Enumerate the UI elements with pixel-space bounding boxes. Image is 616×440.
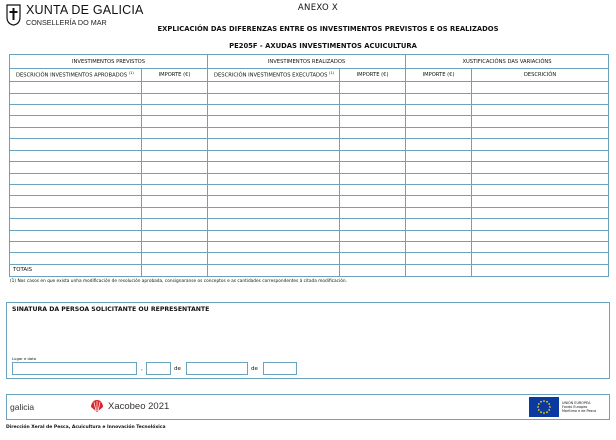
eu-line: Marítimo e de Pesca [562, 409, 597, 414]
col-header-variation-desc: DESCRICIÓN [472, 69, 609, 82]
table-row[interactable] [10, 127, 609, 138]
col-header-approved-amount: IMPORTE (€) [142, 69, 208, 82]
table-row[interactable] [10, 105, 609, 116]
table-row[interactable] [10, 184, 609, 195]
table-row[interactable] [10, 253, 609, 264]
table-row[interactable] [10, 116, 609, 127]
group-header-justifications: XUSTIFICACIÓNS DAS VARIACIÓNS [406, 55, 609, 69]
table-row[interactable] [10, 241, 609, 252]
month-input[interactable] [186, 362, 248, 375]
table-row[interactable] [10, 219, 609, 230]
xacobeo-shell-icon [90, 399, 104, 413]
de-label: de [251, 366, 258, 372]
de-label: de [174, 366, 181, 372]
table-row[interactable] [10, 139, 609, 150]
total-executed-cell[interactable] [340, 264, 406, 276]
table-row[interactable] [10, 93, 609, 104]
group-header-executed: INVESTIMENTOS REALIZADOS [208, 55, 406, 69]
table-row[interactable] [10, 162, 609, 173]
total-variation-cell[interactable] [406, 264, 472, 276]
totals-label: TOTAIS [10, 264, 142, 276]
comma-separator: , [141, 366, 143, 372]
table-row[interactable] [10, 173, 609, 184]
col-header-approved-desc: DESCRICIÓN INVESTIMENTOS APROBADOS $^{(1)}$ [10, 69, 142, 82]
eu-line: Fondo Europeo [562, 404, 588, 409]
eu-line: UNIÓN EUROPEA [562, 400, 591, 405]
table-row[interactable] [10, 196, 609, 207]
table-row[interactable] [10, 82, 609, 93]
total-approved-cell[interactable] [142, 264, 208, 276]
signature-section [6, 302, 610, 379]
day-input[interactable] [146, 362, 171, 375]
table-row[interactable] [10, 230, 609, 241]
table-row[interactable] [10, 150, 609, 161]
col-header-executed-desc: DESCRICIÓN INVESTIMENTOS EXECUTADOS $^{(1)}$ [208, 69, 340, 82]
page-title: EXPLICACIÓN DAS DIFERENZAS ENTRE OS INVESTIMENTOS PREVISTOS E OS REALIZADOS [157, 25, 499, 33]
investments-table [9, 54, 609, 277]
place-date-label: Lugar e data [12, 356, 37, 361]
annex-label: ANEXO X [297, 3, 339, 13]
place-input[interactable] [12, 362, 137, 375]
footnote: (1) Nos casos en que exista unha modificación de resolución aprobada, consignaranse os conceptos e as cantidades correspondentes á citada modificación. [10, 279, 347, 284]
eu-logo [529, 397, 596, 417]
signature-title: SINATURA DA PERSOA SOLICITANTE OU REPRESENTANTE [12, 306, 210, 313]
totals-row [10, 264, 609, 276]
logo-subtitle: CONSELLERÍA DO MAR [26, 18, 107, 27]
col-header-variation-amount: IMPORTE (€) [406, 69, 472, 82]
logo-title: XUNTA DE GALICIA [26, 3, 144, 17]
page-subtitle: PE205F - AXUDAS INVESTIMENTOS ACUICULTURA [229, 42, 417, 50]
year-input[interactable] [263, 362, 297, 375]
group-header-planned: INVESTIMENTOS PREVISTOS [10, 55, 208, 69]
eu-flag-icon [529, 397, 559, 417]
directorate-footer: Dirección Xeral de Pesca, Acuicultura e Innovación Tecnolóxica [6, 425, 166, 430]
xacobeo-logo [90, 399, 169, 413]
table-row[interactable] [10, 207, 609, 218]
galicia-logo: galicia [10, 402, 35, 412]
col-header-executed-amount: IMPORTE (€) [340, 69, 406, 82]
xacobeo-text: Xacobeo 2021 [108, 400, 170, 412]
